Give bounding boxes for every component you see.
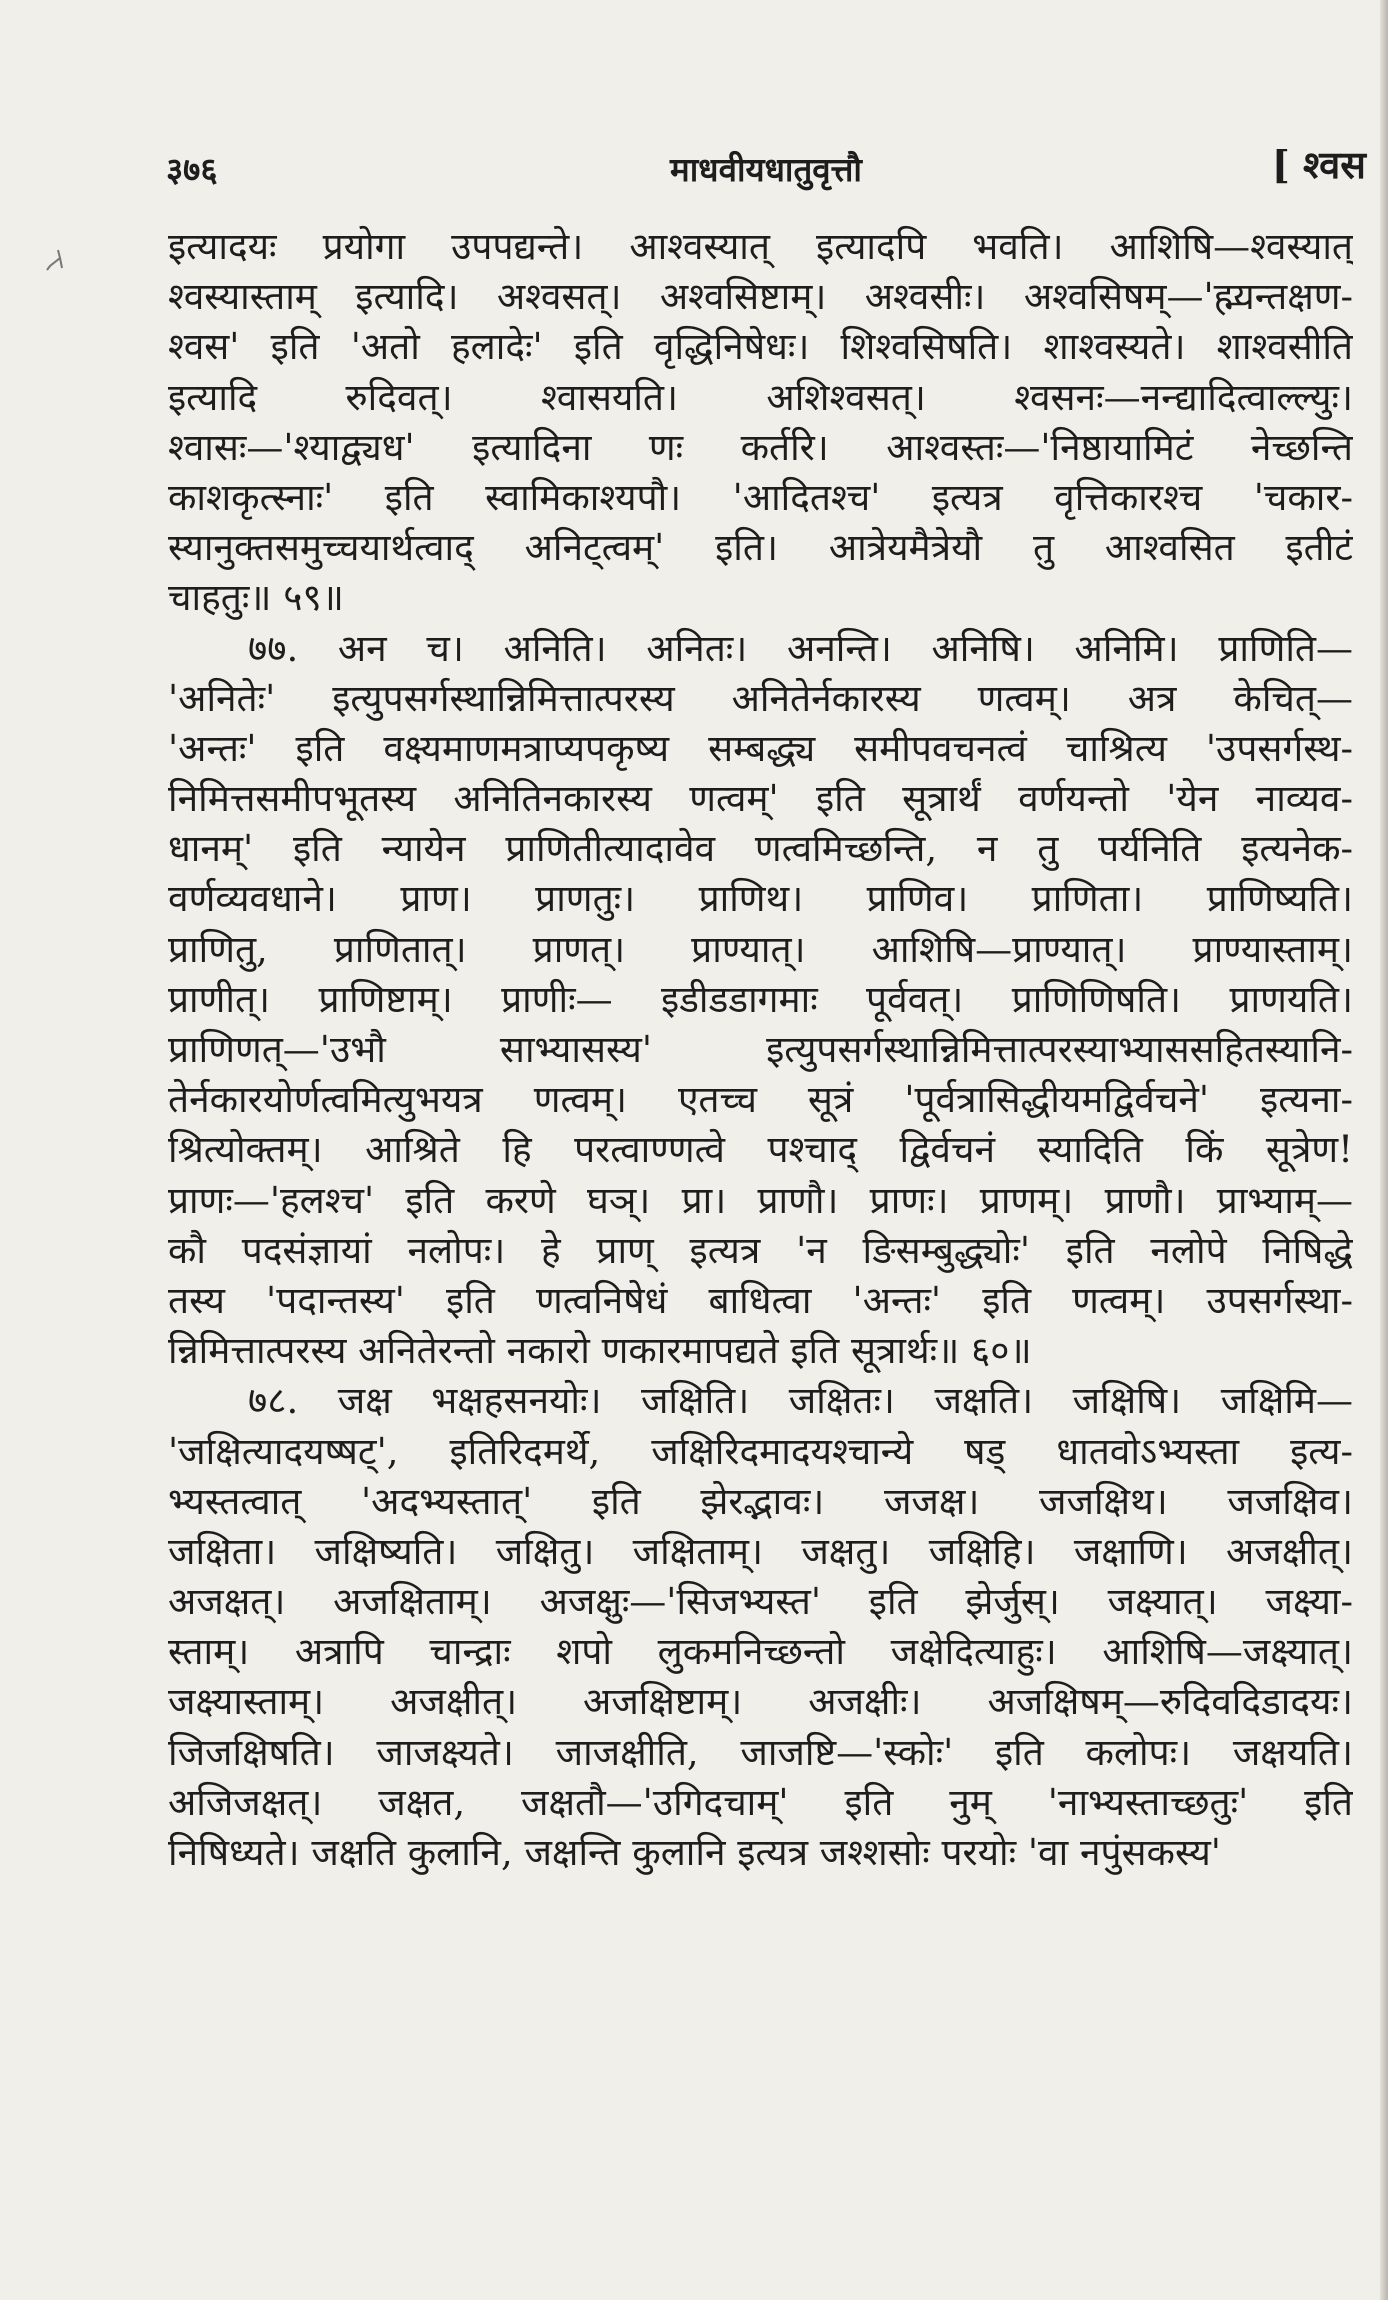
text-line: स्यानुक्तसमुच्चयार्थत्वाद् अनिट्त्वम्' इति। आत्रेयमैत्रेयौ तु आश्वसित इतीटं: [168, 526, 1353, 570]
text-line: जक्ष्यास्ताम्। अजक्षीत्। अजक्षिष्टाम्। अजक्षीः। अजक्षिषम्—रुदिवदिडादयः।: [168, 1680, 1353, 1724]
text-line: तस्य 'पदान्तस्य' इति णत्वनिषेधं बाधित्वा 'अन्तः' इति णत्वम्। उपसर्गस्था-: [168, 1278, 1353, 1322]
text-line: स्ताम्। अत्रापि चान्द्राः शपो लुकमनिच्छन्तो जक्षेदित्याहुः। आशिषि—जक्ष्यात्।: [168, 1630, 1353, 1674]
text-line: वर्णव्यवधाने। प्राण। प्राणतुः। प्राणिथ। प्राणिव। प्राणिता। प्राणिष्यति।: [168, 877, 1353, 921]
text-line: निमित्तसमीपभूतस्य अनितिनकारस्य णत्वम्' इति सूत्रार्थं वर्णयन्तो 'येन नाव्यव-: [168, 777, 1353, 821]
text-line: जक्षिता। जक्षिष्यति। जक्षितु। जक्षिताम्। जक्षतु। जक्षिहि। जक्षाणि। अजक्षीत्।: [168, 1529, 1353, 1573]
text-line: ७७. अन च। अनिति। अनितः। अनन्ति। अनिषि। अनिमि। प्राणिति—: [248, 626, 1353, 670]
text-line: ७८. जक्ष भक्षहसनयोः। जक्षिति। जक्षितः। जक्षति। जक्षिषि। जक्षिमि—: [248, 1379, 1353, 1423]
text-line: अजिजक्षत्। जक्षत, जक्षतौ—'उगिदचाम्' इति नुम् 'नाभ्यस्ताच्छतुः' इति: [168, 1780, 1353, 1824]
margin-ink-mark-icon: [44, 248, 66, 274]
text-line: 'अन्तः' इति वक्ष्यमाणमत्राप्यपकृष्य सम्बद्ध्य समीपवचनत्वं चाश्रित्य 'उपसर्गस्थ-: [168, 726, 1353, 770]
text-line: श्वासः—'श्याद्व्यध' इत्यादिना णः कर्तरि। आश्वस्तः—'निष्ठायामिटं नेच्छन्ति: [168, 425, 1353, 469]
body-text: [168, 222, 1353, 1878]
text-line: 'जक्षित्यादयष्षट्', इतिरिदमर्थे, जक्षिरिदमादयश्चान्ये षड् धातवोऽभ्यस्ता इत्य-: [168, 1429, 1353, 1473]
text-line: न्निमित्तात्परस्य अनितेरन्तो नकारो णकारमापद्यते इति सूत्रार्थः॥ ६०॥: [168, 1329, 1032, 1373]
text-line: प्राणः—'हलश्च' इति करणे घञ्। प्रा। प्राणौ। प्राणः। प्राणम्। प्राणौ। प्राभ्याम्—: [168, 1178, 1353, 1222]
text-line: काशकृत्स्नाः' इति स्वामिकाश्यपौ। 'आदितश्च' इत्यत्र वृत्तिकारश्च 'चकार-: [168, 475, 1353, 519]
running-title: माधवीयधातुवृत्तौ: [670, 150, 862, 189]
running-head-word: [ श्वस: [1271, 142, 1366, 187]
text-line: इत्यादि रुदिवत्। श्वासयति। अशिश्वसत्। श्वसनः—नन्द्यादित्वाल्ल्युः।: [168, 375, 1353, 419]
text-line: इत्यादयः प्रयोगा उपपद्यन्ते। आश्वस्यात् इत्यादपि भवति। आशिषि—श्वस्यात्: [168, 225, 1353, 268]
page-header: [166, 138, 1366, 198]
text-line: कौ पदसंज्ञायां नलोपः। हे प्राण् इत्यत्र 'न ङिसम्बुद्ध्योः' इति नलोपे निषिद्धे: [168, 1228, 1353, 1272]
text-line: 'अनितेः' इत्युपसर्गस्थान्निमित्तात्परस्य अनितेर्नकारस्य णत्वम्। अत्र केचित्—: [168, 676, 1353, 720]
text-line: प्राणीत्। प्राणिष्टाम्। प्राणीः— इडीडडागमाः पूर्ववत्। प्राणिणिषति। प्राणयति।: [168, 977, 1353, 1021]
text-line: श्रित्योक्तम्। आश्रिते हि परत्वाण्णत्वे पश्चाद् द्विर्वचनं स्यादिति किं सूत्रेण!: [168, 1128, 1353, 1172]
text-line: निषिध्यते। जक्षति कुलानि, जक्षन्ति कुलानि इत्यत्र जश्शसोः परयोः 'वा नपुंसकस्य': [168, 1831, 1221, 1874]
text-line: प्राणितु, प्राणितात्। प्राणत्। प्राण्यात्। आशिषि—प्राण्यात्। प्राण्यास्ताम्।: [168, 927, 1353, 971]
text-line: चाहतुः॥ ५९॥: [168, 576, 344, 620]
text-line: जिजक्षिषति। जाजक्ष्यते। जाजक्षीति, जाजष्टि—'स्कोः' इति कलोपः। जक्षयति।: [168, 1730, 1353, 1774]
page-edge-shadow: [1380, 0, 1388, 2300]
text-line: तेर्नकारयोर्णत्वमित्युभयत्र णत्वम्। एतच्च सूत्रं 'पूर्वत्रासिद्धीयमद्विर्वचने' इत्यना-: [168, 1078, 1353, 1122]
text-line: श्वस' इति 'अतो हलादेः' इति वृद्धिनिषेधः। शिश्वसिषति। शाश्वस्यते। शाश्वसीति: [168, 325, 1353, 369]
page-number: ३७६: [166, 150, 218, 189]
text-line: भ्यस्तत्वात् 'अदभ्यस्तात्' इति झेरद्भावः। जजक्ष। जजक्षिथ। जजक्षिव।: [168, 1479, 1353, 1523]
text-line: अजक्षत्। अजक्षिताम्। अजक्षुः—'सिजभ्यस्त' इति झेर्जुस्। जक्ष्यात्। जक्ष्या-: [168, 1580, 1353, 1624]
text-line: धानम्' इति न्यायेन प्राणितीत्यादावेव णत्वमिच्छन्ति, न तु पर्यनिति इत्यनेक-: [168, 827, 1353, 871]
text-line: श्वस्यास्ताम् इत्यादि। अश्वसत्। अश्वसिष्टाम्। अश्वसीः। अश्वसिषम्—'ह्म्यन्तक्षण-: [168, 275, 1353, 319]
text-line: प्राणिणत्—'उभौ साभ्यासस्य' इत्युपसर्गस्थान्निमित्तात्परस्याभ्याससहितस्यानि-: [168, 1028, 1353, 1071]
